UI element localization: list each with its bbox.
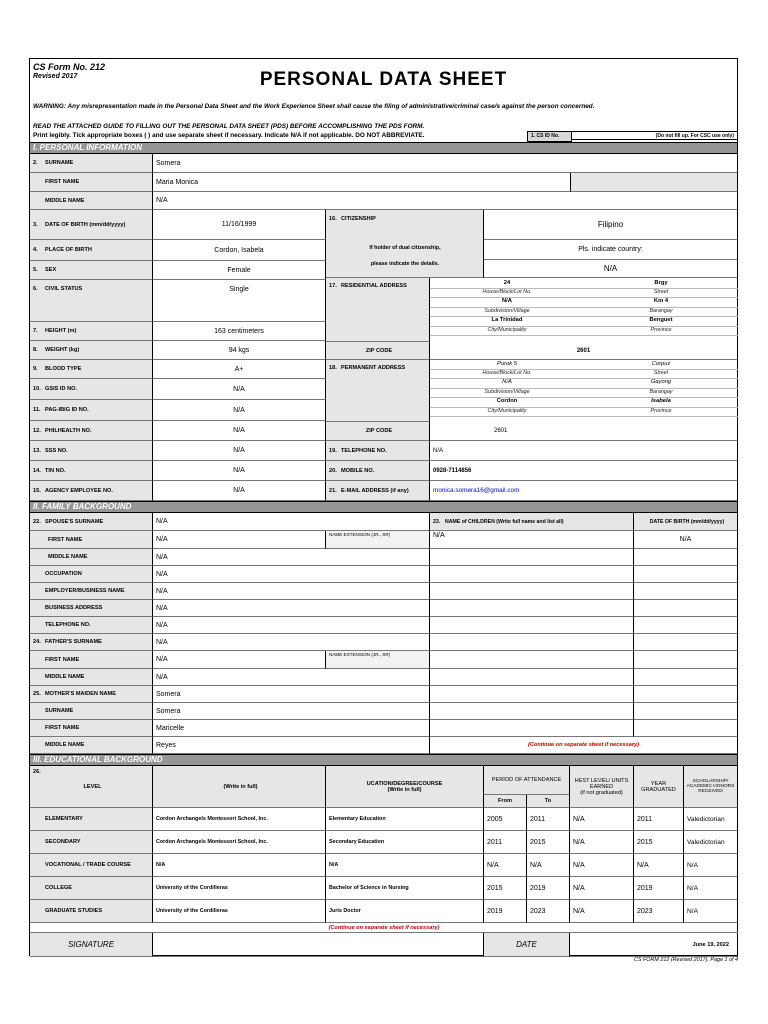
- degree-field[interactable]: Bachelor of Science in Nursing: [326, 877, 484, 900]
- education-continue-note: (Continue on separate sheet if necessary): [30, 923, 738, 933]
- degree-header: UCATION/DEGREE/COURSE (Write in full): [326, 766, 484, 808]
- degree-field[interactable]: Juris Doctor: [326, 900, 484, 923]
- child-dob-field[interactable]: [634, 686, 738, 703]
- res-zip-field[interactable]: 2601: [430, 342, 738, 360]
- honors-header: SCHOLARSHIP/ ACADEMIC HONORS RECEIVED: [684, 766, 738, 808]
- school-header: (Write in full): [153, 766, 326, 808]
- agency-employee-field[interactable]: N/A: [153, 481, 326, 501]
- honors-field[interactable]: Valedictorian: [684, 831, 738, 854]
- year-graduated-field[interactable]: N/A: [634, 854, 684, 877]
- gsis-field[interactable]: N/A: [153, 379, 326, 400]
- dual-citizenship-note-1: If holder of dual citizenship,: [369, 245, 441, 251]
- mother-maiden-field[interactable]: Somera: [153, 686, 430, 703]
- perm-zip-label: ZIP CODE: [326, 422, 430, 441]
- spouse-name-extension[interactable]: NAME EXTENSION (JR., SR): [326, 531, 430, 549]
- country-field[interactable]: N/A: [484, 260, 738, 278]
- period-header: PERIOD OF ATTENDANCE: [484, 766, 570, 795]
- children-name-field[interactable]: [430, 703, 634, 720]
- res-province-sublabel: Province: [584, 327, 738, 336]
- children-name-field[interactable]: [430, 549, 634, 566]
- form-header: [30, 59, 737, 143]
- res-city-sublabel: City/Municipality: [430, 327, 584, 336]
- child-dob-field[interactable]: [634, 669, 738, 686]
- school-field[interactable]: Cordon Archangels Montessori School, Inc.: [153, 808, 326, 831]
- perm-barangay[interactable]: Gayong: [584, 379, 738, 389]
- child-dob-field[interactable]: [634, 600, 738, 617]
- personal-data-sheet: [29, 58, 738, 956]
- form-number: CS Form No. 212: [33, 62, 106, 72]
- child-dob-field[interactable]: [634, 634, 738, 651]
- perm-barangay-sublabel: Barangay: [584, 389, 738, 398]
- children-name-field[interactable]: [430, 634, 634, 651]
- father-surname-field[interactable]: N/A: [153, 634, 430, 651]
- res-subdivision[interactable]: N/A: [430, 298, 584, 308]
- agency-employee-label: 15. AGENCY EMPLOYEE NO.: [30, 481, 153, 501]
- res-zip-label: ZIP CODE: [326, 342, 430, 360]
- pagibig-field[interactable]: N/A: [153, 400, 326, 421]
- business-address-label: BUSINESS ADDRESS: [30, 600, 153, 617]
- children-name-field[interactable]: N/A: [430, 531, 634, 549]
- weight-label: 8. WEIGHT (kg): [30, 341, 153, 360]
- degree-field[interactable]: N/A: [326, 854, 484, 877]
- children-name-field[interactable]: [430, 600, 634, 617]
- spouse-middlename-field[interactable]: N/A: [153, 549, 430, 566]
- warning-text: WARNING: Any misrepresentation made in the Personal Data Sheet and the Work Experience Sheet shall cause the filing of administrative/criminal case/s against the person concerned.: [33, 103, 595, 110]
- year-graduated-field[interactable]: 2023: [634, 900, 684, 923]
- permanent-address-label: 18. PERMANENT ADDRESS: [326, 360, 430, 422]
- section-educational-background: III. EDUCATIONAL BACKGROUND: [30, 754, 737, 766]
- perm-zip-field[interactable]: 2601: [430, 422, 738, 441]
- guide-note: READ THE ATTACHED GUIDE TO FILLING OUT THE PERSONAL DATA SHEET (PDS) BEFORE ACCOMPLISHING THE PDS FORM.: [33, 123, 425, 130]
- perm-city-sublabel: City/Municipality: [430, 408, 584, 417]
- degree-field[interactable]: Elementary Education: [326, 808, 484, 831]
- child-dob-field[interactable]: [634, 651, 738, 669]
- child-dob-field[interactable]: [634, 583, 738, 600]
- units-field[interactable]: N/A: [570, 808, 634, 831]
- res-street-sublabel: Street: [584, 289, 738, 298]
- sss-label: 13. SSS NO.: [30, 441, 153, 461]
- child-dob-field[interactable]: [634, 549, 738, 566]
- cs-id-label: 1. CS ID No.: [527, 131, 572, 142]
- from-field[interactable]: 2019: [484, 900, 527, 923]
- dob-field[interactable]: 11/16/1999: [153, 210, 326, 240]
- name-extension-field[interactable]: [571, 173, 738, 192]
- father-firstname-label: FIRST NAME: [30, 651, 153, 669]
- sex-label: 5. SEX: [30, 261, 153, 280]
- family-continue-note: (Continue on separate sheet if necessary): [430, 737, 738, 754]
- civil-status-field[interactable]: Single: [153, 280, 326, 322]
- level-header: LEVEL: [30, 766, 153, 808]
- units-field[interactable]: N/A: [570, 831, 634, 854]
- education-level-label: ELEMENTARY: [30, 808, 153, 831]
- mother-middlename-field[interactable]: Reyes: [153, 737, 430, 754]
- pob-label: 4. PLACE OF BIRTH: [30, 240, 153, 261]
- education-level-label: SECONDARY: [30, 831, 153, 854]
- perm-subdivision-sublabel: Subdivision/Village: [430, 389, 584, 398]
- residential-address-label: 17. RESIDENTIAL ADDRESS: [326, 278, 430, 342]
- from-field[interactable]: 2015: [484, 877, 527, 900]
- to-field[interactable]: 2019: [527, 877, 570, 900]
- cs-id-note: (Do not fill up. For CSC use only): [571, 131, 738, 140]
- perm-street-sublabel: Street: [584, 370, 738, 379]
- spouse-telephone-field[interactable]: N/A: [153, 617, 430, 634]
- firstname-field[interactable]: Maria Monica: [153, 173, 571, 192]
- school-field[interactable]: University of the Cordilleras: [153, 900, 326, 923]
- child-dob-field[interactable]: N/A: [634, 531, 738, 549]
- middlename-label: MIDDLE NAME: [30, 192, 153, 210]
- employer-field[interactable]: N/A: [153, 583, 430, 600]
- perm-house-sublabel: House/Block/Lot No.: [430, 370, 584, 379]
- weight-field[interactable]: 94 kgs: [153, 341, 326, 360]
- degree-field[interactable]: Secondary Education: [326, 831, 484, 854]
- mother-surname-label: SURNAME: [30, 703, 153, 720]
- date-field[interactable]: June 19, 2022: [570, 933, 738, 957]
- father-surname-label: 24. FATHER'S SURNAME: [30, 634, 153, 651]
- firstname-label: FIRST NAME: [30, 173, 153, 192]
- mother-maiden-label: 25. MOTHER'S MAIDEN NAME: [30, 686, 153, 703]
- spouse-surname-label: 22. SPOUSE'S SURNAME: [30, 513, 153, 531]
- honors-field[interactable]: N/A: [684, 854, 738, 877]
- res-house[interactable]: 24: [430, 280, 584, 289]
- section-personal-info: I. PERSONAL INFORMATION: [30, 142, 737, 154]
- to-field[interactable]: 2011: [527, 808, 570, 831]
- perm-street[interactable]: Corpuz: [584, 361, 738, 370]
- res-city[interactable]: La Trinidad: [430, 317, 584, 327]
- units-header: HEST LEVEL/ UNITS EARNED (if not graduated): [570, 766, 634, 808]
- children-name-field[interactable]: [430, 651, 634, 669]
- perm-province-sublabel: Province: [584, 408, 738, 417]
- father-middlename-label: MIDDLE NAME: [30, 669, 153, 686]
- to-field[interactable]: 2015: [527, 831, 570, 854]
- business-address-field[interactable]: N/A: [153, 600, 430, 617]
- employer-label: EMPLOYER/BUSINESS NAME: [30, 583, 153, 600]
- units-field[interactable]: N/A: [570, 900, 634, 923]
- perm-city[interactable]: Cordon: [430, 398, 584, 408]
- res-subdivision-sublabel: Subdivision/Village: [430, 308, 584, 317]
- to-field[interactable]: 2023: [527, 900, 570, 923]
- children-label: 23. NAME of CHILDREN (Write full name and list all): [430, 513, 634, 531]
- from-field[interactable]: N/A: [484, 854, 527, 877]
- to-field[interactable]: N/A: [527, 854, 570, 877]
- education-level-label: GRADUATE STUDIES: [30, 900, 153, 923]
- civil-status-label: 6. CIVIL STATUS: [30, 280, 153, 322]
- children-name-field[interactable]: [430, 617, 634, 634]
- children-name-field[interactable]: [430, 669, 634, 686]
- blood-type-label: 9. BLOOD TYPE: [30, 360, 153, 379]
- signature-field[interactable]: [153, 933, 484, 957]
- children-name-field[interactable]: [430, 583, 634, 600]
- children-name-field[interactable]: [430, 720, 634, 737]
- to-header: To: [527, 795, 570, 808]
- philhealth-label: 12. PHILHEALTH NO.: [30, 421, 153, 441]
- school-field[interactable]: N/A: [153, 854, 326, 877]
- citizenship-field[interactable]: Filipino: [484, 210, 738, 240]
- mother-surname-field[interactable]: Somera: [153, 703, 430, 720]
- section-family-background: II. FAMILY BACKGROUND: [30, 501, 737, 513]
- height-field[interactable]: 163 centimeters: [153, 322, 326, 341]
- father-middlename-field[interactable]: N/A: [153, 669, 430, 686]
- middlename-field[interactable]: N/A: [153, 192, 738, 210]
- occupation-field[interactable]: N/A: [153, 566, 430, 583]
- children-name-field[interactable]: [430, 686, 634, 703]
- from-header: From: [484, 795, 527, 808]
- education-level-label: COLLEGE: [30, 877, 153, 900]
- surname-field[interactable]: Somera: [153, 154, 738, 173]
- perm-house[interactable]: Purok 5: [430, 361, 584, 370]
- year-graduated-field[interactable]: 2011: [634, 808, 684, 831]
- pagibig-label: 11. PAG-IBIG ID NO.: [30, 400, 153, 421]
- citizenship-label: 16. CITIZENSHIP: [326, 210, 484, 278]
- year-graduated-header: YEAR GRADUATED: [634, 766, 684, 808]
- telephone-field[interactable]: N/A: [430, 441, 738, 461]
- mobile-label: 20. MOBILE NO.: [326, 461, 430, 481]
- child-dob-field[interactable]: [634, 703, 738, 720]
- perm-province[interactable]: Isabela: [584, 398, 738, 408]
- spouse-firstname-field[interactable]: N/A: [153, 531, 326, 549]
- units-field[interactable]: N/A: [570, 877, 634, 900]
- height-label: 7. HEIGHT (m): [30, 322, 153, 341]
- res-province[interactable]: Benguet: [584, 317, 738, 327]
- tin-field[interactable]: N/A: [153, 461, 326, 481]
- education-level-label: VOCATIONAL / TRADE COURSE: [30, 854, 153, 877]
- sss-field[interactable]: N/A: [153, 441, 326, 461]
- form-revision: Revised 2017: [33, 73, 78, 80]
- sex-field[interactable]: Female: [153, 261, 326, 280]
- occupation-label: OCCUPATION: [30, 566, 153, 583]
- page-footer: CS FORM 212 (Revised 2017), Page 1 of 4: [634, 957, 738, 963]
- date-label: DATE: [484, 933, 570, 957]
- from-field[interactable]: 2011: [484, 831, 527, 854]
- father-firstname-field[interactable]: N/A: [153, 651, 326, 669]
- res-street[interactable]: Brgy: [584, 280, 738, 289]
- honors-field[interactable]: Valedictorian: [684, 808, 738, 831]
- philhealth-field[interactable]: N/A: [153, 421, 326, 441]
- dob-label: 3. DATE OF BIRTH (mm/dd/yyyy): [30, 210, 153, 240]
- email-label: 21. E-MAIL ADDRESS (if any): [326, 481, 430, 501]
- res-barangay[interactable]: Km 4: [584, 298, 738, 308]
- signature-label: SIGNATURE: [30, 933, 153, 957]
- from-field[interactable]: 2005: [484, 808, 527, 831]
- print-note: Print legibly. Tick appropriate boxes ( ) and use separate sheet if necessary. Indicate N/A if not applicable. DO NOT ABBREVIATE.: [33, 132, 425, 139]
- dual-citizenship-note-2: please indicate the details.: [370, 261, 440, 267]
- child-dob-field[interactable]: [634, 617, 738, 634]
- spouse-middlename-label: MIDDLE NAME: [30, 549, 153, 566]
- units-field[interactable]: N/A: [570, 854, 634, 877]
- telephone-label: 19. TELEPHONE NO.: [326, 441, 430, 461]
- honors-field[interactable]: N/A: [684, 877, 738, 900]
- email-field[interactable]: monica.somera16@gmail.com: [430, 481, 738, 501]
- father-name-extension[interactable]: NAME EXTENSION (JR., SR): [326, 651, 430, 669]
- mobile-field[interactable]: 0928-7114856: [430, 461, 738, 481]
- school-field[interactable]: University of the Cordilleras: [153, 877, 326, 900]
- mother-middlename-label: MIDDLE NAME: [30, 737, 153, 754]
- gsis-label: 10. GSIS ID NO.: [30, 379, 153, 400]
- tin-label: 14. TIN NO.: [30, 461, 153, 481]
- child-dob-field[interactable]: [634, 566, 738, 583]
- spouse-telephone-label: TELEPHONE NO.: [30, 617, 153, 634]
- honors-field[interactable]: N/A: [684, 900, 738, 923]
- surname-label: 2. SURNAME: [30, 154, 153, 173]
- pob-field[interactable]: Cordon, Isabela: [153, 240, 326, 261]
- blood-type-field[interactable]: A+: [153, 360, 326, 379]
- education-item-number: 26.: [33, 769, 41, 775]
- mother-firstname-label: FIRST NAME: [30, 720, 153, 737]
- children-name-field[interactable]: [430, 566, 634, 583]
- mother-firstname-field[interactable]: Maricelle: [153, 720, 430, 737]
- year-graduated-field[interactable]: 2019: [634, 877, 684, 900]
- res-barangay-sublabel: Barangay: [584, 308, 738, 317]
- spouse-surname-field[interactable]: N/A: [153, 513, 430, 531]
- country-label: Pls. indicate country:: [484, 240, 738, 260]
- school-field[interactable]: Cordon Archangels Montessori School, Inc.: [153, 831, 326, 854]
- child-dob-label: DATE OF BIRTH (mm/dd/yyyy): [634, 513, 738, 531]
- page-title: PERSONAL DATA SHEET: [259, 69, 508, 90]
- spouse-firstname-label: FIRST NAME: [30, 531, 153, 549]
- year-graduated-field[interactable]: 2015: [634, 831, 684, 854]
- perm-subdivision[interactable]: N/A: [430, 379, 584, 389]
- res-house-sublabel: House/Block/Lot No.: [430, 289, 584, 298]
- child-dob-field[interactable]: [634, 720, 738, 737]
